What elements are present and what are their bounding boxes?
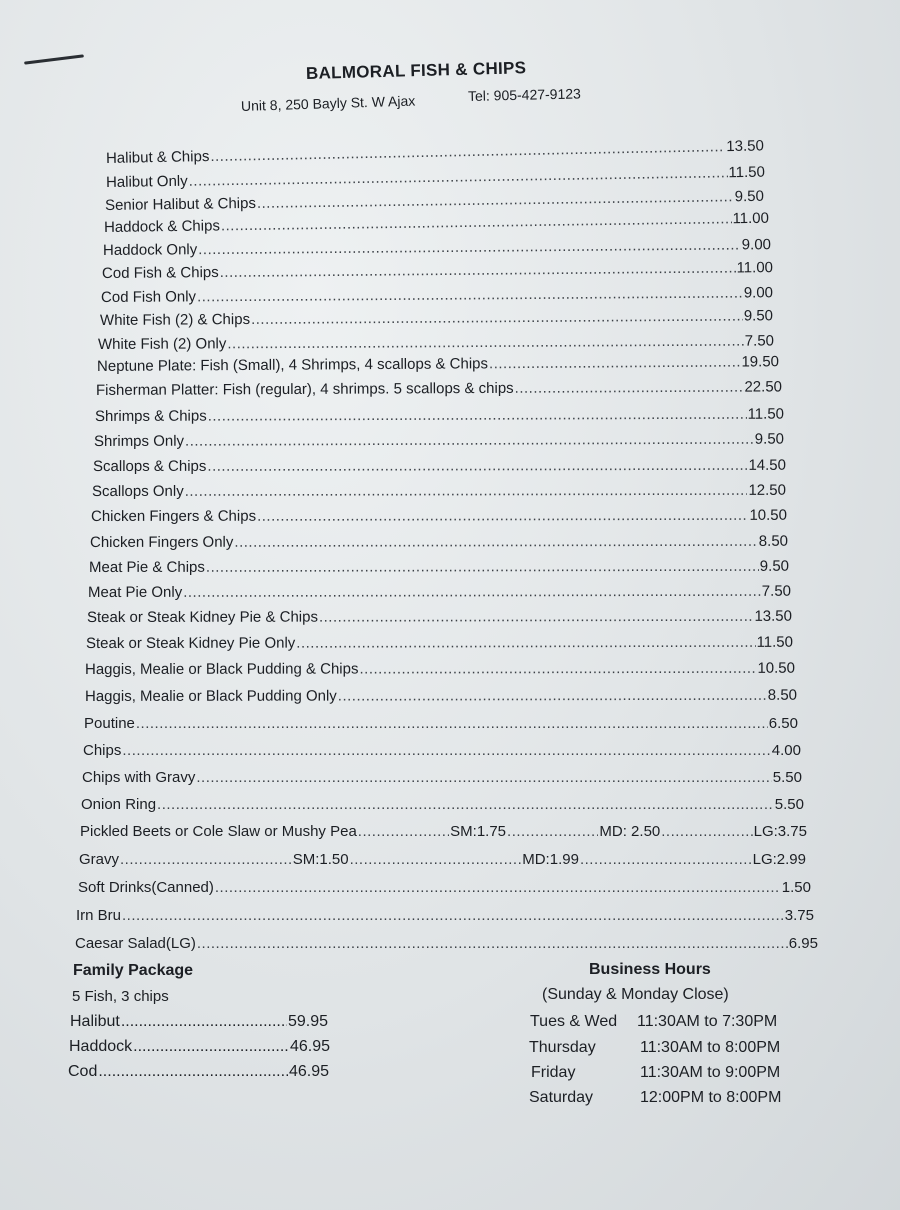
menu-item-name: Neptune Plate: Fish (Small), 4 Shrimps, 4 scallops & Chips (96, 355, 489, 375)
menu-item-price: 1.50 (781, 879, 811, 896)
menu-item (98, 332, 774, 353)
menu-item-name: Chips (83, 742, 122, 759)
menu-item-name: Haddock & Chips (103, 217, 221, 236)
menu-item-price: 11.00 (732, 209, 770, 228)
hours-time: 11:30AM to 8:00PM (640, 1039, 781, 1056)
menu-item-name: Pickled Beets or Cole Slaw or Mushy Pea (80, 823, 357, 840)
menu-item (78, 879, 811, 896)
menu-item-price: 14.50 (748, 456, 787, 474)
menu-item-price: 3.75 (784, 907, 814, 924)
menu-item (96, 378, 782, 399)
menu-item-name: Halibut & Chips (105, 148, 210, 167)
menu-item-price: 9.50 (734, 187, 765, 206)
family-package-item (70, 1013, 328, 1031)
menu-item (92, 482, 786, 500)
menu-item-price: 13.50 (754, 607, 793, 625)
menu-item-price: 19.50 (741, 353, 780, 371)
menu-item-name: Meat Pie & Chips (88, 558, 205, 576)
restaurant-phone: Tel: 905-427-9123 (467, 85, 582, 104)
menu-item-sized (80, 823, 807, 840)
menu-item-price: 11.50 (756, 633, 794, 651)
menu-item-price: 11.50 (728, 163, 766, 182)
menu-item-name: Chicken Fingers Only (89, 533, 234, 551)
size-large-price: LG:3.75 (753, 823, 807, 840)
menu-item-name: Meat Pie Only (87, 583, 183, 601)
menu-item-name: Shrimps Only (93, 432, 185, 450)
menu-item-sized (79, 851, 806, 868)
business-hours-title: Business Hours (589, 961, 711, 978)
menu-item (102, 259, 773, 282)
menu-item (87, 608, 792, 626)
menu-item (94, 431, 784, 450)
menu-item-price: 11.00 (736, 259, 774, 277)
menu-item-price: 13.50 (726, 137, 765, 156)
menu-item (93, 457, 786, 475)
hours-time: 12:00PM to 8:00PM (640, 1089, 782, 1106)
menu-item-name: Caesar Salad(LG) (75, 935, 196, 952)
menu-item-name: Steak or Steak Kidney Pie Only (85, 634, 296, 652)
family-package-item (69, 1038, 330, 1056)
menu-item-name: Senior Halibut & Chips (104, 194, 257, 214)
menu-item-price: 12.50 (748, 481, 787, 499)
menu-item-price: 22.50 (744, 378, 783, 396)
menu-item-price: 9.50 (759, 557, 790, 575)
menu-item-name: Shrimps & Chips (94, 407, 207, 425)
hours-day: Friday (531, 1064, 576, 1081)
menu-item-price: 7.50 (761, 582, 792, 600)
menu-item-name: Scallops & Chips (92, 457, 207, 475)
menu-item-name: Chicken Fingers & Chips (90, 507, 257, 525)
menu-item (103, 236, 771, 259)
hours-time: 11:30AM to 9:00PM (640, 1064, 781, 1081)
family-item-price: 46.95 (288, 1063, 329, 1080)
menu-item-name: Onion Ring (81, 796, 157, 813)
menu-item-price: 5.50 (774, 796, 804, 813)
menu-item-price: 9.50 (743, 307, 774, 325)
hours-time: 11:30AM to 7:30PM (637, 1013, 778, 1030)
menu-item (76, 907, 814, 924)
family-item-price: 59.95 (287, 1013, 328, 1030)
menu-item-name: Haddock Only (102, 241, 198, 259)
menu-item-price: 5.50 (772, 769, 802, 786)
menu-item-price: 8.50 (767, 686, 798, 704)
menu-item-price: 4.00 (771, 742, 801, 759)
menu-item-price: 6.50 (768, 715, 798, 732)
closed-days-note: (Sunday & Monday Close) (542, 986, 729, 1003)
menu-item-price: 6.95 (788, 935, 818, 952)
menu-item-price: 10.50 (757, 659, 796, 677)
menu-item (105, 188, 764, 214)
menu-item-name: Chips with Gravy (82, 769, 196, 786)
family-package-subtitle: 5 Fish, 3 chips (72, 988, 169, 1005)
menu-item (85, 687, 797, 705)
family-item-price: 46.95 (289, 1038, 330, 1055)
menu-item-name: White Fish (2) Only (97, 335, 227, 353)
menu-item (95, 406, 784, 425)
menu-item (85, 660, 795, 678)
menu-item-price: 7.50 (744, 332, 775, 350)
family-package-item (68, 1063, 329, 1081)
menu-item (106, 137, 764, 167)
menu-item-name: Cod Fish Only (100, 288, 197, 306)
menu-item (82, 769, 802, 786)
menu-item (86, 634, 793, 652)
size-medium-price: MD:1.99 (522, 851, 579, 868)
menu-item-name: Steak or Steak Kidney Pie & Chips (86, 608, 318, 626)
menu-item-name: Soft Drinks(Canned) (78, 879, 214, 896)
menu-item (106, 164, 765, 191)
menu-item-name: Gravy (79, 851, 120, 868)
menu-item-name: Poutine (84, 715, 135, 732)
menu-item (81, 796, 804, 813)
menu-item-price: 9.00 (741, 236, 772, 254)
menu-item-price: 8.50 (758, 532, 789, 550)
menu-item-name: Irn Bru (76, 907, 122, 924)
menu-item (88, 583, 791, 601)
menu-item-price: 9.50 (754, 430, 785, 448)
restaurant-address: Unit 8, 250 Bayly St. W Ajax (240, 92, 416, 114)
size-small-price: SM:1.75 (450, 823, 507, 840)
menu-item (100, 307, 773, 329)
menu-item-name: Scallops Only (91, 482, 184, 500)
menu-item (104, 210, 769, 236)
menu-item-price: 10.50 (749, 506, 788, 524)
menu-item-name: Haggis, Mealie or Black Pudding Only (84, 687, 337, 705)
menu-item (97, 353, 779, 375)
menu-item-name: Cod Fish & Chips (101, 263, 219, 282)
menu-item (90, 533, 788, 551)
hours-day: Tues & Wed (530, 1013, 618, 1030)
menu-item (75, 935, 818, 952)
menu-item (84, 715, 798, 732)
size-small-price: SM:1.50 (292, 851, 349, 868)
menu-item-name: Halibut Only (105, 172, 188, 191)
family-item-name: Cod (68, 1063, 98, 1080)
size-large-price: LG:2.99 (752, 851, 806, 868)
menu-item (89, 558, 789, 576)
hours-day: Thursday (529, 1039, 596, 1056)
menu-item-price: 11.50 (747, 405, 785, 423)
family-package-title: Family Package (73, 962, 194, 979)
family-item-name: Haddock (69, 1038, 133, 1055)
size-medium-price: MD: 2.50 (599, 823, 661, 840)
restaurant-name: BALMORAL FISH & CHIPS (305, 58, 527, 83)
hours-day: Saturday (529, 1089, 594, 1106)
menu-item-name: Haggis, Mealie or Black Pudding & Chips (84, 660, 359, 678)
menu-item-name: White Fish (2) & Chips (99, 310, 251, 329)
menu-item (101, 284, 773, 306)
menu-item-price: 9.00 (743, 284, 774, 302)
menu-item (91, 507, 787, 525)
menu-item (83, 742, 801, 759)
menu-item-name: Fisherman Platter: Fish (regular), 4 shrimps. 5 scallops & chips (95, 379, 514, 399)
family-item-name: Halibut (70, 1013, 120, 1030)
